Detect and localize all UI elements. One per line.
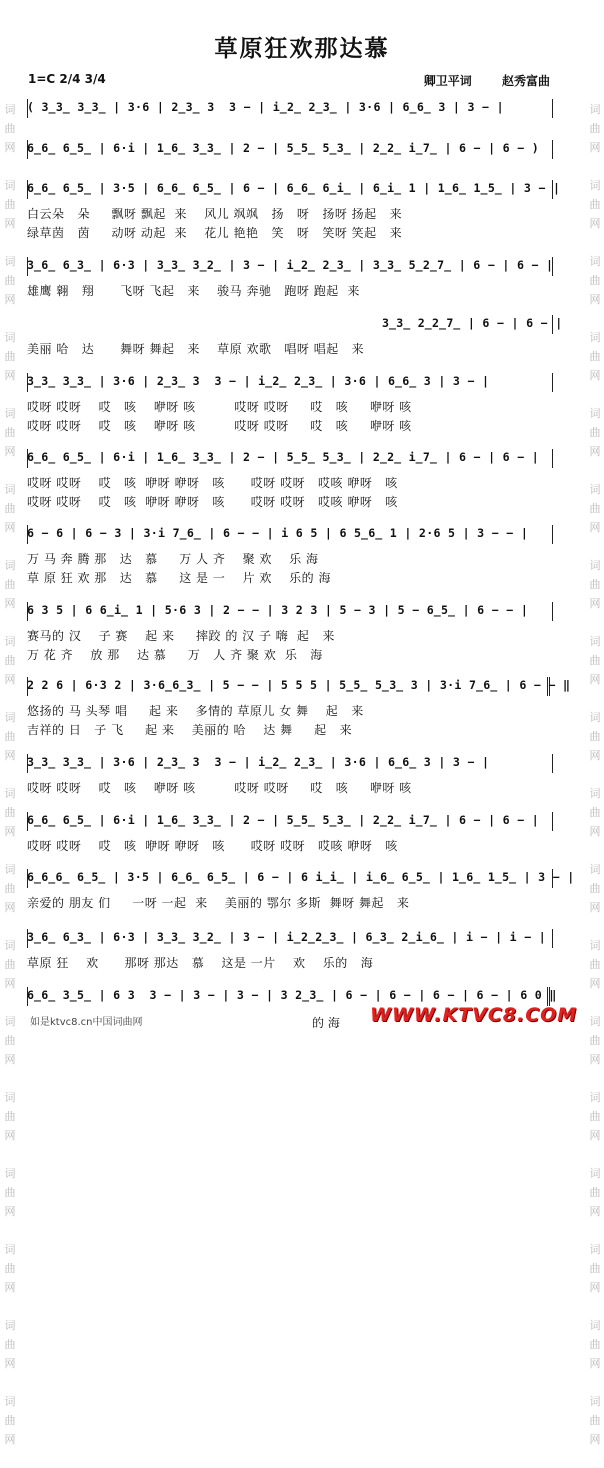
score-system	[27, 870, 575, 913]
notation-text: 6̲6̲ 6̲5̲ | 6·i | 1̲6̲ 3̲3̲ | 2 − | 5̲5̲ 5̲3̲ | 2̲2̲ i̲7̲ | 6 − | 6 − )	[27, 141, 540, 155]
score-system	[27, 930, 553, 973]
lyric-line: 赛马的 汉 子 赛 起 来 摔跤 的 汉 子 嗨 起 来	[27, 629, 335, 643]
notation-text: 3̲3̲ 3̲3̲ | 3·6 | 2̲3̲ 3 3 − | i̲2̲ 2̲3̲ | 3·6 | 6̲6̲ 3 | 3 − |	[27, 374, 490, 388]
notation-line	[27, 870, 575, 888]
notation-text: 3̲3̲ 2̲2̲7̲ | 6 − | 6 − |	[382, 316, 563, 330]
score-system	[27, 374, 553, 436]
notation-text: 3̲6̲ 6̲3̲ | 6·3 | 3̲3̲ 3̲2̲ | 3 − | i̲2̲2̲3̲ | 6̲3̲ 2̲i̲6̲ | i − | i − |	[27, 930, 547, 944]
barline	[552, 602, 553, 621]
composer: 赵秀富曲	[501, 74, 550, 88]
barline	[552, 140, 553, 159]
score-system	[27, 526, 553, 588]
side-watermark-right: 词 曲 网 词 曲 网 词 曲 网 词 曲 网 词 曲 网 词 曲 网 词 曲 网 词 曲 网 词 曲 网 词 曲 网 词 曲 网 词 曲 网 词 曲 网 词 曲 网 词 曲 网 词 曲 网 词 曲 网 词 曲 网	[589, 103, 601, 1446]
notation-text: 3̲3̲ 3̲3̲ | 3·6 | 2̲3̲ 3 3 − | i̲2̲ 2̲3̲ | 3·6 | 6̲6̲ 3 | 3 − |	[27, 755, 490, 769]
notation-line	[27, 181, 561, 199]
lyric-line: 哎呀 哎呀 哎 咳 咿呀 咳 哎呀 哎呀 哎 咳 咿呀 咳	[27, 400, 412, 414]
notation-line	[27, 450, 553, 468]
barline	[552, 449, 553, 468]
lyric-line: 万 花 齐 放 那 达 慕 万 人 齐 聚 欢 乐 海	[27, 648, 323, 662]
barline	[552, 929, 553, 948]
score-system	[27, 181, 561, 243]
score-system	[27, 316, 563, 359]
site-logo: WWW.KTVC8.COM	[370, 1004, 578, 1026]
notation-line	[27, 100, 553, 118]
notation-text: 6 − 6 | 6 − 3 | 3·i 7̲6̲ | 6 − − | i 6 5 | 6 5̲6̲ 1 | 2·6 5 | 3 − − |	[27, 526, 529, 540]
barline	[552, 525, 553, 544]
lyric-line: 万 马 奔 腾 那 达 慕 万 人 齐 聚 欢 乐 海	[27, 552, 319, 566]
lyric-line: 哎呀 哎呀 哎 咳 咿呀 咿呀 咳 哎呀 哎呀 哎咳 咿呀 咳	[27, 495, 398, 509]
score-system	[27, 603, 553, 665]
notation-text: 6̲6̲ 3̲5̲ | 6 3 3 − | 3 − | 3 − | 3 2̲3̲ | 6 − | 6 − | 6 − | 6 − | 6 0 ‖	[27, 988, 557, 1002]
footer-lyric: 的 海	[312, 1016, 340, 1030]
barline	[552, 812, 553, 831]
notation-line	[27, 603, 553, 621]
lyric-line: 哎呀 哎呀 哎 咳 咿呀 咿呀 咳 哎呀 哎呀 哎咳 咿呀 咳	[27, 839, 398, 853]
notation-text: ( 3̲3̲ 3̲3̲ | 3·6 | 2̲3̲ 3 3 − | i̲2̲ 2̲3̲ | 3·6 | 6̲6̲ 3 | 3 − |	[27, 100, 504, 114]
score-system	[27, 100, 553, 118]
score-system	[27, 258, 553, 301]
score-system	[27, 678, 571, 740]
notation-line	[27, 258, 553, 276]
lyric-line: 草原 狂 欢 那呀 那达 慕 这是 一片 欢 乐的 海	[27, 956, 374, 970]
lyric-line: 悠扬的 马 头琴 唱 起 来 多情的 草原儿 女 舞 起 来	[27, 704, 364, 718]
lyric-line: 草 原 狂 欢 那 达 慕 这 是 一 片 欢 乐的 海	[27, 571, 331, 585]
lyric-line: 亲爱的 朋友 们 一呀 一起 来 美丽的 鄂尔 多斯 舞呀 舞起 来	[27, 896, 410, 910]
lyric-line: 美丽 哈 达 舞呀 舞起 来 草原 欢歌 唱呀 唱起 来	[27, 342, 365, 356]
lyricist: 卿卫平词	[423, 74, 472, 88]
song-title: 草原狂欢那达慕	[214, 36, 390, 62]
notation-line	[27, 755, 553, 773]
notation-line	[27, 930, 553, 948]
lyric-line: 哎呀 哎呀 哎 咳 咿呀 咳 哎呀 哎呀 哎 咳 咿呀 咳	[27, 781, 412, 795]
notation-line	[27, 141, 553, 159]
score-system	[27, 813, 553, 856]
notation-text: 6 3 5 | 6 6̲i̲ 1 | 5·6 3 | 2 − − | 3 2 3 | 5 − 3 | 5 − 6̲5̲ | 6 − − |	[27, 603, 529, 617]
lyric-line: 白云朵 朵 飘呀 飘起 来 风儿 飒飒 扬 呀 扬呀 扬起 来	[27, 207, 403, 221]
notation-line	[27, 813, 553, 831]
score-system	[27, 755, 553, 798]
key-time-signature: 1=C 2/4 3/4	[28, 72, 106, 86]
notation-line	[27, 526, 553, 544]
notation-line	[27, 678, 571, 696]
barline	[552, 373, 553, 392]
notation-line	[382, 316, 563, 334]
lyric-line: 雄鹰 翱 翔 飞呀 飞起 来 骏马 奔驰 跑呀 跑起 来	[27, 284, 360, 298]
lyric-line: 哎呀 哎呀 哎 咳 咿呀 咿呀 咳 哎呀 哎呀 哎咳 咿呀 咳	[27, 476, 398, 490]
notation-text: 6̲6̲ 6̲5̲ | 6·i | 1̲6̲ 3̲3̲ | 2 − | 5̲5̲ 5̲3̲ | 2̲2̲ i̲7̲ | 6 − | 6 − |	[27, 450, 540, 464]
lyric-line: 绿草茵 茵 动呀 动起 来 花儿 艳艳 笑 呀 笑呀 笑起 来	[27, 226, 403, 240]
score-system	[27, 450, 553, 512]
barline	[552, 754, 553, 773]
lyric-line: 吉祥的 日 子 飞 起 来 美丽的 哈 达 舞 起 来	[27, 723, 353, 737]
credits	[398, 72, 550, 89]
notation-text: 2 2 6 | 6·3 2 | 3·6̲6̲3̲ | 5 − − | 5 5 5 | 5̲5̲ 5̲3̲ 3 | 3·i 7̲6̲ | 6 − − ‖	[27, 678, 571, 692]
notation-line	[27, 374, 553, 392]
barline	[552, 99, 553, 118]
footer-watermark-text: 如是ktvc8.cn中国词曲网	[30, 1017, 143, 1028]
notation-text: 6̲6̲ 6̲5̲ | 6·i | 1̲6̲ 3̲3̲ | 2 − | 5̲5̲ 5̲3̲ | 2̲2̲ i̲7̲ | 6 − | 6 − |	[27, 813, 540, 827]
notation-text: 6̲6̲6̲ 6̲5̲ | 3·5 | 6̲6̲ 6̲5̲ | 6 − | 6 i̲i̲ | i̲6̲ 6̲5̲ | 1̲6̲ 1̲5̲ | 3 − |	[27, 870, 575, 884]
lyric-line: 哎呀 哎呀 哎 咳 咿呀 咳 哎呀 哎呀 哎 咳 咿呀 咳	[27, 419, 412, 433]
side-watermark-left: 词 曲 网 词 曲 网 词 曲 网 词 曲 网 词 曲 网 词 曲 网 词 曲 网 词 曲 网 词 曲 网 词 曲 网 词 曲 网 词 曲 网 词 曲 网 词 曲 网 词 曲 网 词 曲 网 词 曲 网 词 曲 网	[4, 103, 16, 1446]
notation-text: 6̲6̲ 6̲5̲ | 3·5 | 6̲6̲ 6̲5̲ | 6 − | 6̲6̲ 6̲i̲ | 6̲i̲ 1 | 1̲6̲ 1̲5̲ | 3 − |	[27, 181, 561, 195]
score-system	[27, 141, 553, 159]
notation-text: 3̲6̲ 6̲3̲ | 6·3 | 3̲3̲ 3̲2̲ | 3 − | i̲2̲ 2̲3̲ | 3̲3̲ 5̲2̲7̲ | 6 − | 6 − |	[27, 258, 554, 272]
